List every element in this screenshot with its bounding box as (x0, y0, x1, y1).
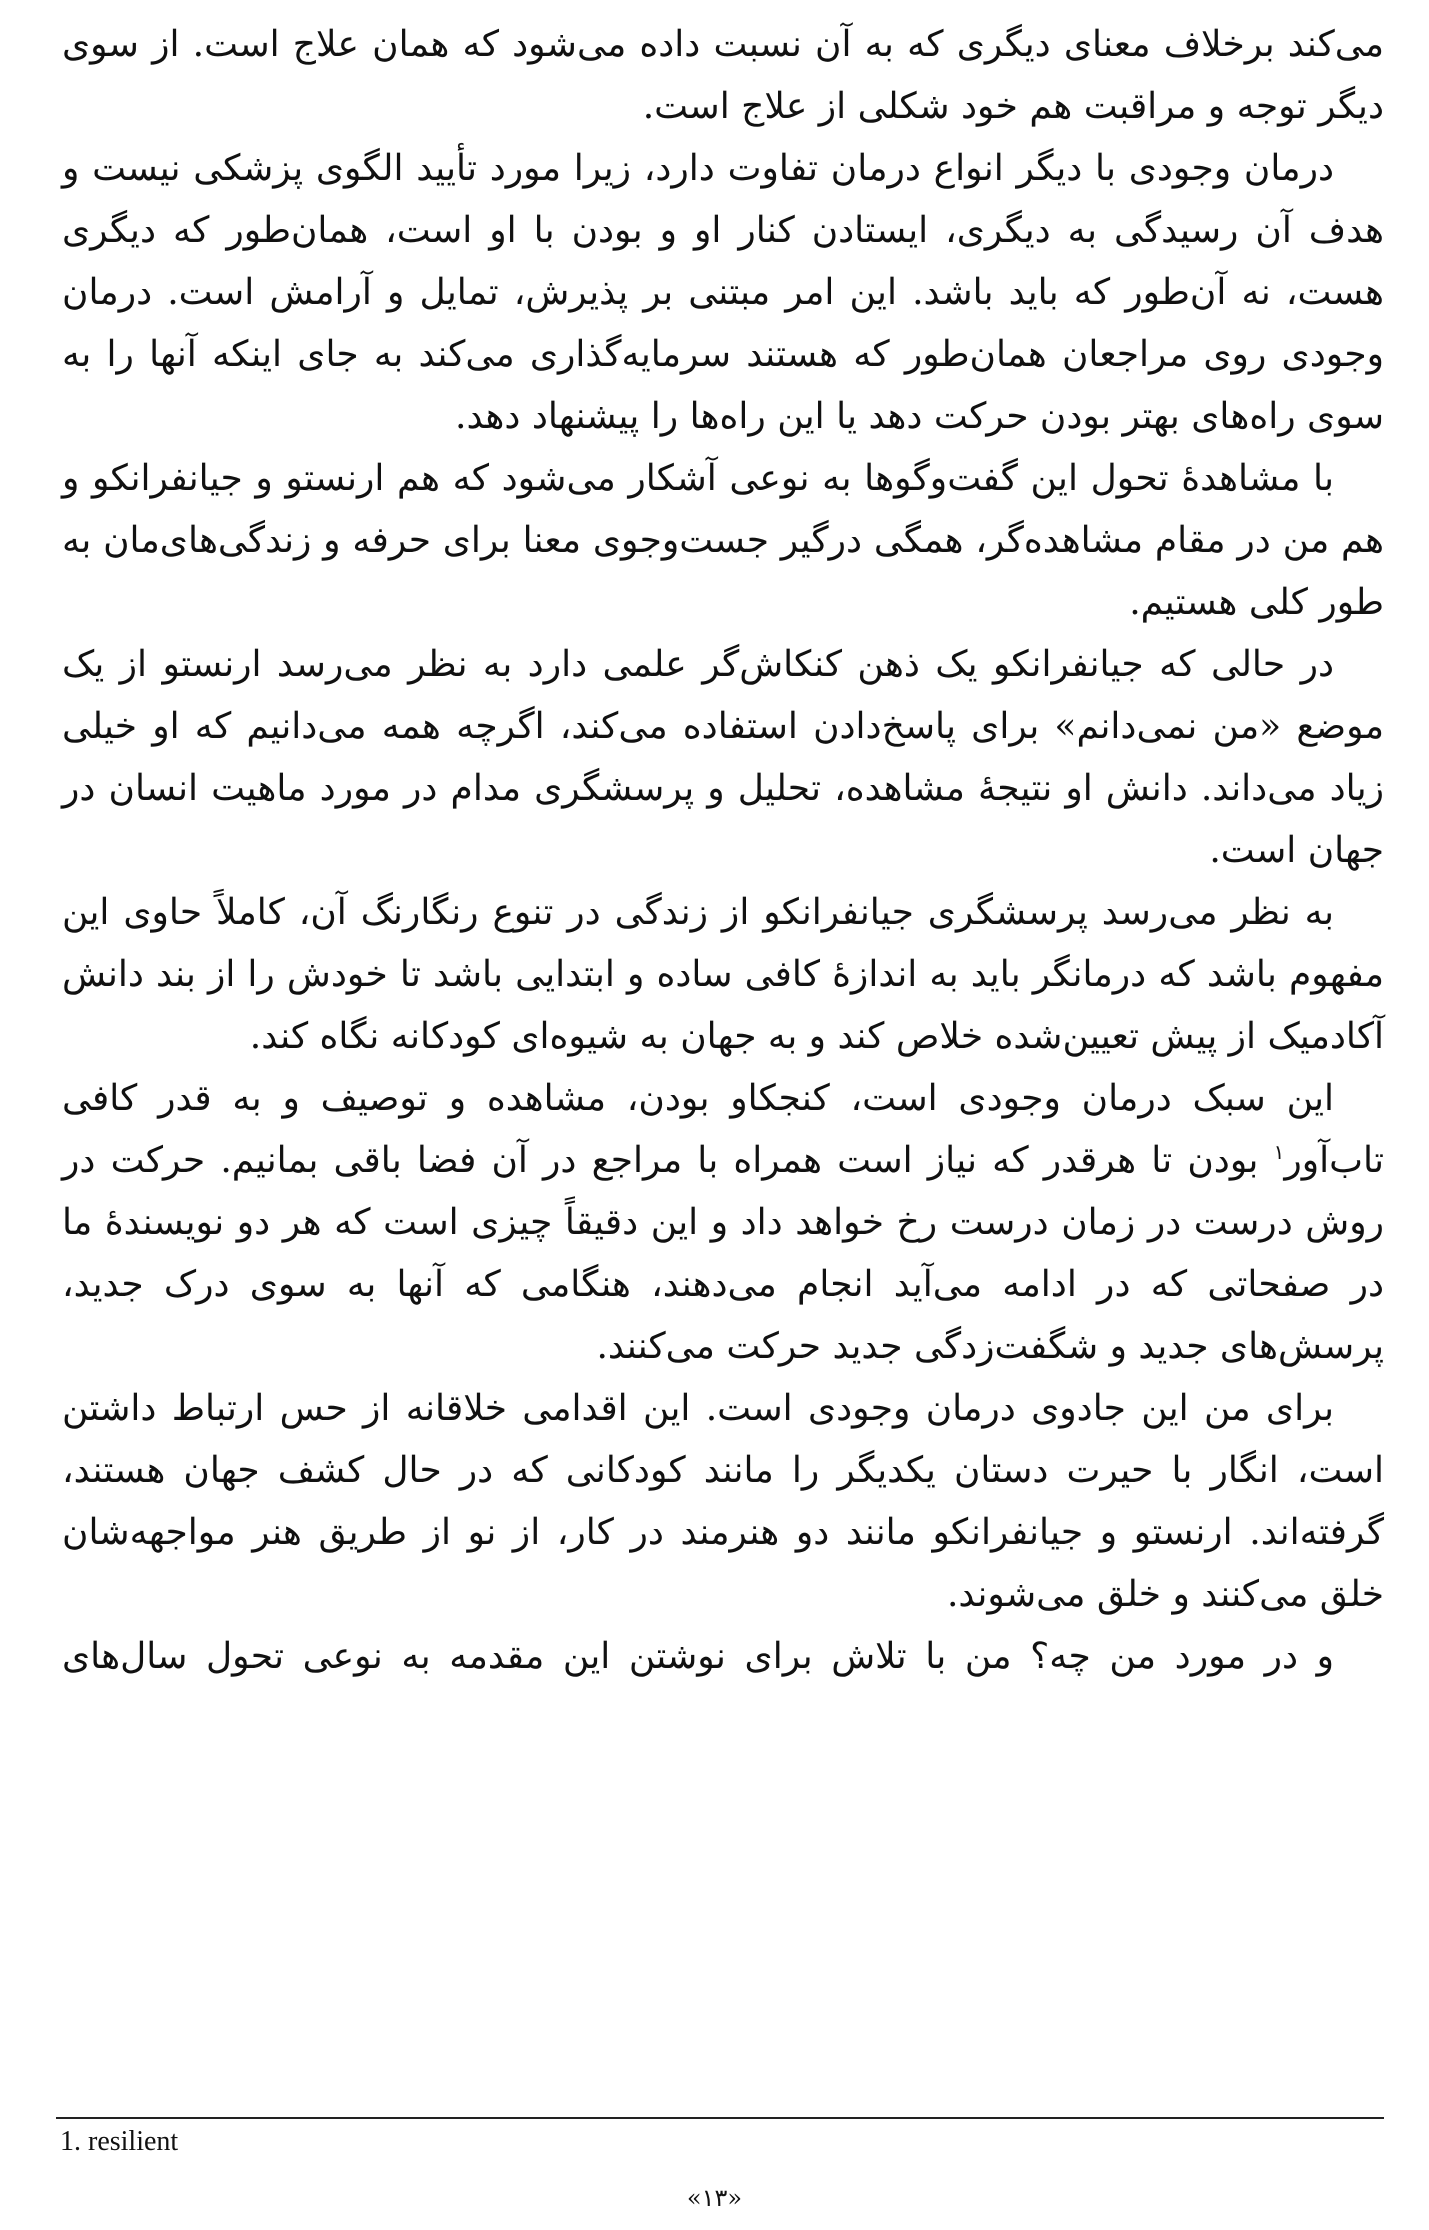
body-text (62, 14, 1384, 1688)
paragraph-with-footnote (62, 1068, 1384, 1378)
paragraph-text-after-ref: بودن تا هرقدر که نیاز است همراه با مراجع در آن فضا باقی بمانیم. حرکت در روش درست در زمان درست رخ خواهد داد و این دقیقاً چیزی است که هر دو نویسندهٔ ما در صفحاتی که در ادامه می‌آید انجام می‌دهند، هنگامی که آنها به سوی درک جدید، پرسش‌های جدید و شگفت‌زدگی جدید حرکت می‌کنند. (62, 1140, 1384, 1367)
footnote-divider (56, 2117, 1384, 2119)
page-number: «۱۳» (686, 2184, 743, 2212)
paragraph-text-before-ref: این سبک درمان وجودی است، کنجکاو بودن، مشاهده و توصیف و به قدر کافی تاب‌آور (62, 1078, 1384, 1181)
paragraph: می‌کند برخلاف معنای دیگری که به آن نسبت داده می‌شود که همان علاج است. از سوی دیگر توجه و مراقبت هم خود شکلی از علاج است. (62, 24, 1384, 127)
paragraph: برای من این جادوی درمان وجودی است. این اقدامی خلاقانه از حس ارتباط داشتن است، انگار با حیرت دستان یکدیگر را مانند کودکانی که در حال کشف جهان هستند، گرفته‌اند. ارنستو و جیانفرانکو مانند دو هنرمند در کار، از نو از طریق هنر مواجهه‌شان خلق می‌کنند و خلق می‌شوند. (62, 1388, 1384, 1615)
footnote: 1. resilient (60, 2126, 179, 2157)
paragraph: با مشاهدهٔ تحول این گفت‌وگوها به نوعی آشکار می‌شود که هم ارنستو و جیانفرانکو و هم من در مقام مشاهده‌گر، همگی درگیر جست‌وجوی معنا برای حرفه و زندگی‌های‌مان به طور کلی هستیم. (62, 458, 1384, 623)
paragraph: درمان وجودی با دیگر انواع درمان تفاوت دارد، زیرا مورد تأیید الگوی پزشکی نیست و هدف آن رسیدگی به دیگری، ایستادن کنار او و بودن با او است، همان‌طور که دیگری هست، نه آن‌طور که باید باشد. این امر مبتنی بر پذیرش، تمایل و آرامش است. درمان وجودی روی مراجعان همان‌طور که هستند سرمایه‌گذاری می‌کند به جای اینکه آنها را به سوی راه‌های بهتر بودن حرکت دهد یا این راه‌ها را پیشنهاد دهد. (62, 148, 1385, 437)
paragraph: به نظر می‌رسد پرسشگری جیانفرانکو از زندگی در تنوع رنگارنگ آن، کاملاً حاوی این مفهوم باشد که درمانگر باید به اندازهٔ کافی ساده و ابتدایی باشد تا خودش را از بند دانش آکادمیک از پیش تعیین‌شده خلاص کند و به جهان به شیوه‌ای کودکانه نگاه کند. (62, 892, 1384, 1057)
paragraph: در حالی که جیانفرانکو یک ذهن کنکاش‌گر علمی دارد به نظر می‌رسد ارنستو از یک موضع «من نمی‌دانم» برای پاسخ‌دادن استفاده می‌کند، اگرچه همه می‌دانیم که او خیلی زیاد می‌داند. دانش او نتیجهٔ مشاهده، تحلیل و پرسشگری مدام در مورد ماهیت انسان در جهان است. (62, 644, 1384, 871)
footnote-reference: ۱ (1273, 1140, 1285, 1164)
paragraph: و در مورد من چه؟ من با تلاش برای نوشتن این مقدمه به نوعی تحول سال‌های (62, 1636, 1334, 1677)
